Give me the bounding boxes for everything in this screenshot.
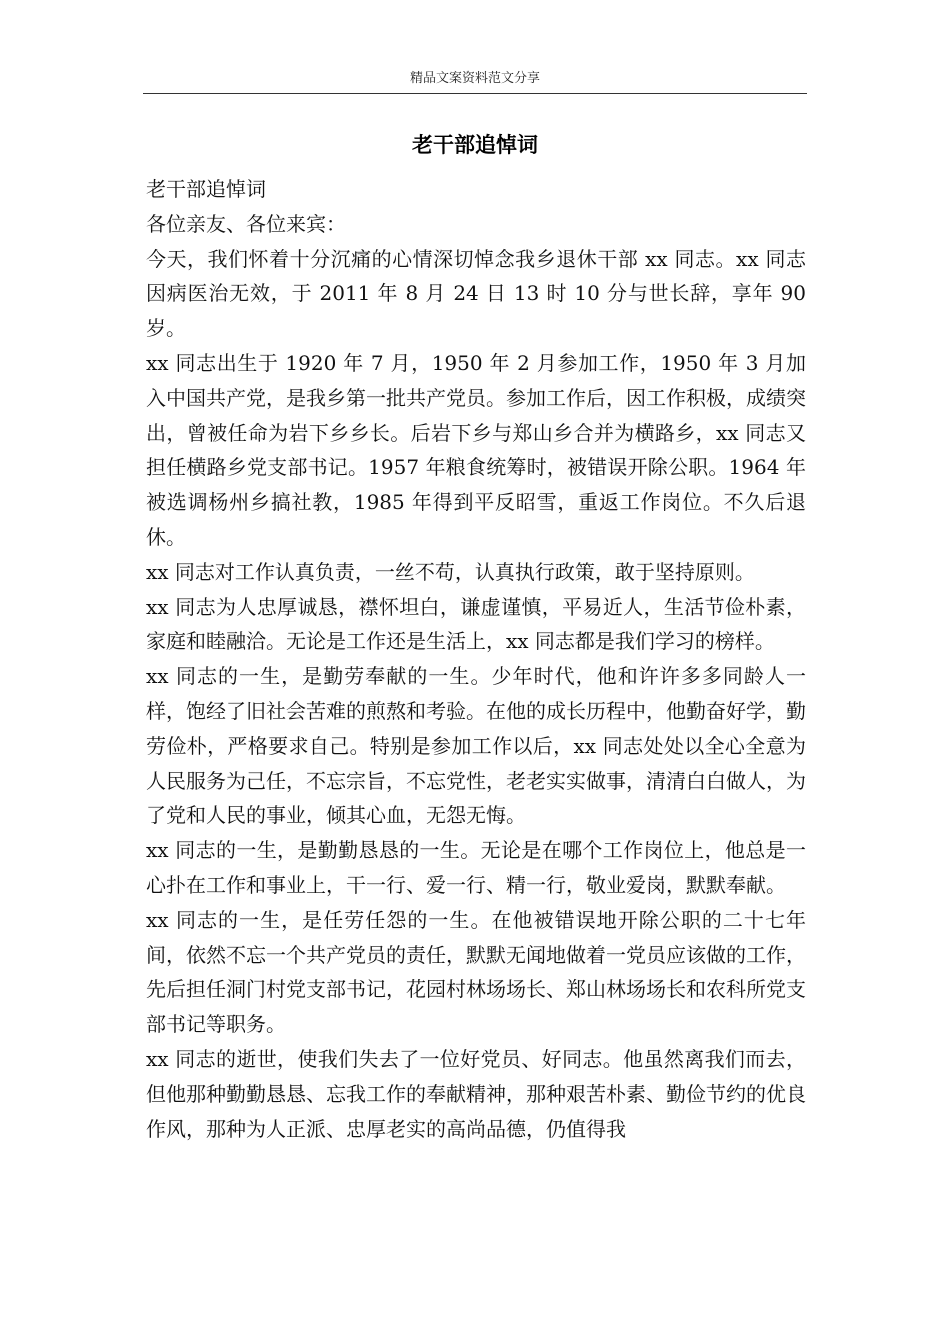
paragraph-heading: 老干部追悼词 <box>146 177 266 201</box>
paragraph: xx 同志对工作认真负责，一丝不苟，认真执行政策，敢于坚持原则。 <box>146 559 755 584</box>
paragraph: xx 同志为人忠厚诚恳，襟怀坦白，谦虚谨慎，平易近人，生活节俭朴素，家庭和睦融洽。无论是工作还是生活上，xx 同志都是我们学习的榜样。 <box>146 594 806 654</box>
document-title: 老干部追悼词 <box>412 132 538 157</box>
paragraph: 今天，我们怀着十分沉痛的心情深切悼念我乡退休干部 xx 同志。xx 同志因病医治无效，于 2011 年 8 月 24 日 13 时 10 分与世长辞，享年 90 岁。 <box>146 246 806 341</box>
paragraph-salutation: 各位亲友、各位来宾： <box>146 211 346 236</box>
page-header: 精品文案资料范文分享 <box>409 71 540 86</box>
paragraph: xx 同志的一生，是勤劳奉献的一生。少年时代，他和许许多多同龄人一样，饱经了旧社会苦难的煎熬和考验。在他的成长历程中，他勤奋好学，勤劳俭朴，严格要求自己。特别是参加工作以后，xx 同志处处以全心全意为人民服务为己任，不忘宗旨，不忘党性，老老实实做事，清清白白做人，为了党和人民的事业，倾其心血，无怨无悔。 <box>146 664 806 828</box>
document-body <box>146 172 806 1146</box>
paragraph: xx 同志的一生，是勤勤恳恳的一生。无论是在哪个工作岗位上，他总是一心扑在工作和事业上，干一行、爱一行、精一行，敬业爱岗，默默奉献。 <box>146 838 806 897</box>
paragraph: xx 同志的一生，是任劳任怨的一生。在他被错误地开除公职的二十七年间，依然不忘一个共产党员的责任，默默无闻地做着一党员应该做的工作，先后担任洞门村党支部书记，花园村林场场长、郑山林场场长和农科所党支部书记等职务。 <box>146 907 806 1037</box>
paragraph: xx 同志的逝世，使我们失去了一位好党员、好同志。他虽然离我们而去，但他那种勤勤恳恳、忘我工作的奉献精神，那种艰苦朴素、勤俭节约的优良作风，那种为人正派、忠厚老实的高尚品德，仍值得我 <box>146 1046 806 1141</box>
paragraph: xx 同志出生于 1920 年 7 月，1950 年 2 月参加工作，1950 年 3 月加入中国共产党，是我乡第一批共产党员。参加工作后，因工作积极，成绩突出，曾被任命为岩下乡乡长。后岩下乡与郑山乡合并为横路乡，xx 同志又担任横路乡党支部书记。1957 年粮食统筹时，被错误开除公职。1964 年被选调杨州乡搞社教，1985 年得到平反昭雪，重返工作岗位。不久后退休。 <box>146 350 806 549</box>
header-divider <box>143 93 807 94</box>
